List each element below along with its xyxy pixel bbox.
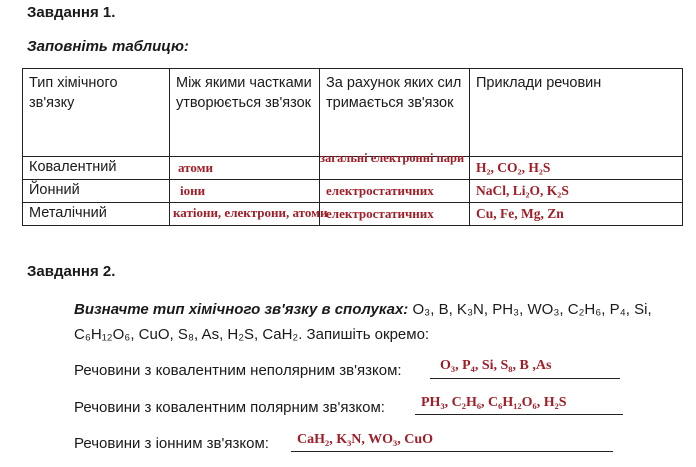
answer-examples: H₂, CO₂, H₂S <box>476 160 551 175</box>
q2-answer-line <box>415 414 623 415</box>
table-row <box>23 180 683 203</box>
q1-answer: O₃, P₄, Si, S₈, B ,As <box>440 358 552 373</box>
answer-forces: загальні електронні пари <box>320 151 465 165</box>
header-examples: Приклади речовин <box>470 69 683 157</box>
row-type: Ковалентний <box>23 157 170 180</box>
row-type: Йонний <box>23 180 170 203</box>
header-type: Тип хімічного зв'язку <box>23 69 170 157</box>
row-type: Металічний <box>23 203 170 226</box>
answer-particles: атоми <box>178 160 213 175</box>
task1-title: Завдання 1. <box>27 4 116 21</box>
bond-table <box>22 68 683 226</box>
header-particles: Між якими частками утворюється зв'язок <box>170 69 320 157</box>
compounds-line2: C₆H₁₂O₆, CuO, S₈, As, H₂S, CaH₂. Запишіть окремо: <box>74 326 430 343</box>
q2-label: Речовини з ковалентним полярним зв'язком: <box>74 399 385 416</box>
table-header-row <box>23 69 683 157</box>
task1-subtitle: Заповніть таблицю: <box>27 38 189 55</box>
q1-answer-line <box>430 378 620 379</box>
answer-forces: електростатичних <box>326 206 434 221</box>
q3-answer: CaH₂, K₃N, WO₃, CuO <box>297 432 434 447</box>
header-forces: За рахунок яких сил тримається зв'язок <box>320 69 470 157</box>
instruction-bold: Визначте тип хімічного зв'язку в сполуках: <box>74 301 409 318</box>
answer-examples: NaCl, Li₂O, K₂S <box>476 183 569 198</box>
q3-answer-line <box>291 451 613 452</box>
table-row <box>23 157 683 180</box>
task2-instruction <box>74 301 652 318</box>
answer-particles: іони <box>180 183 206 198</box>
table-row <box>23 203 683 226</box>
answer-examples: Cu, Fe, Mg, Zn <box>476 206 564 221</box>
q3-label: Речовини з іонним зв'язком: <box>74 435 269 452</box>
answer-forces: електростатичних <box>326 183 434 198</box>
q1-label: Речовини з ковалентним неполярним зв'язком: <box>74 362 402 379</box>
compounds-line1: O₃, B, K₃N, PH₃, WO₃, C₂H₆, P₄, Si, <box>412 301 652 318</box>
q2-answer: PH₃, C₂H₆, C₆H₁₂O₆, H₂S <box>421 395 567 410</box>
task2-title: Завдання 2. <box>27 263 116 280</box>
answer-particles: катіони, електрони, атоми <box>173 205 328 220</box>
